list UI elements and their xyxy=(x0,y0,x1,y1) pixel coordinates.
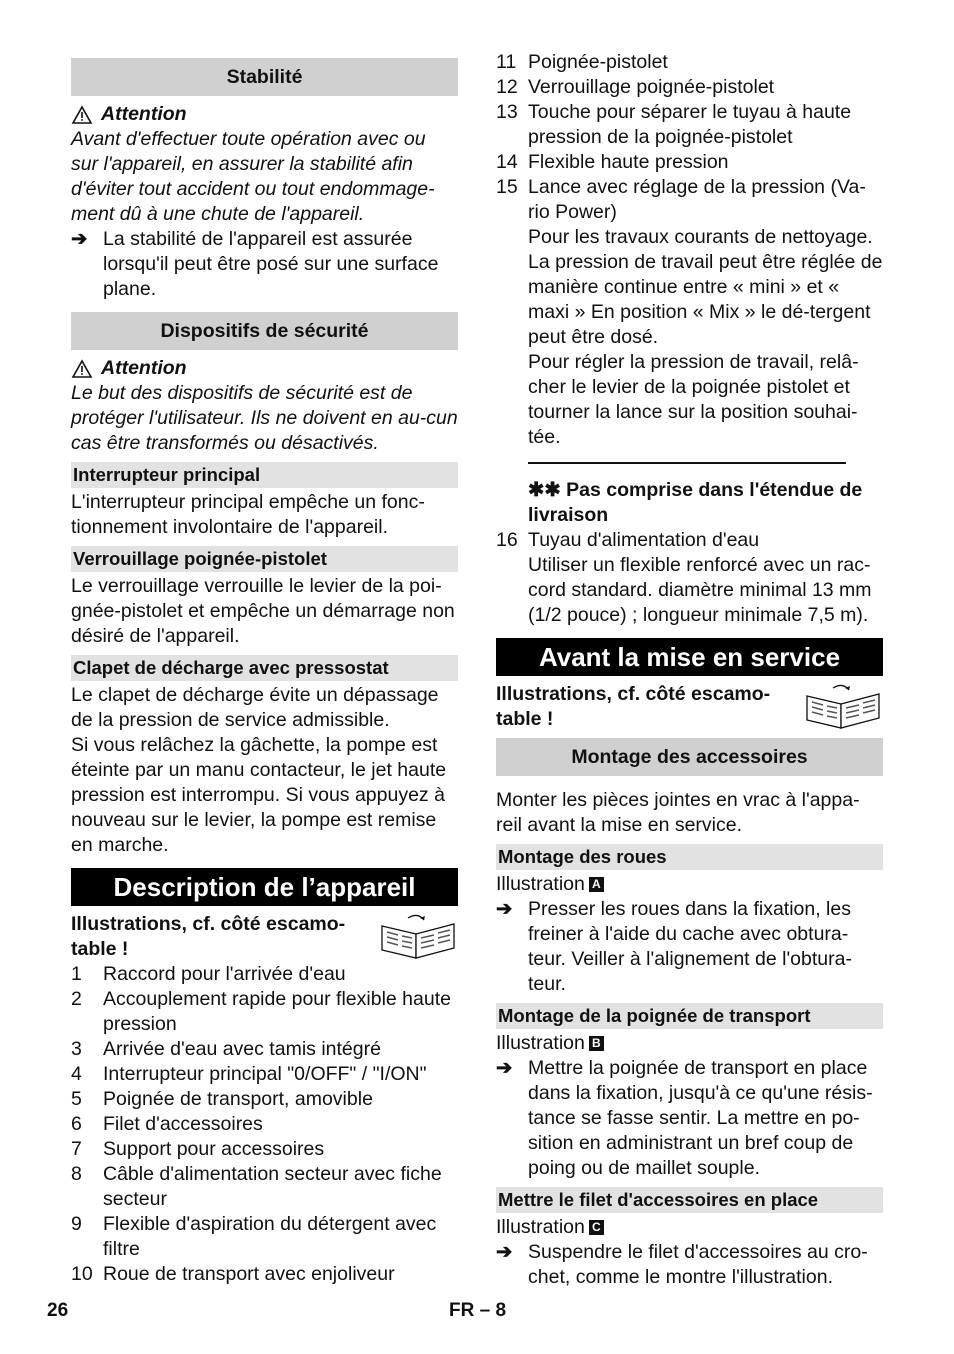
parts-list-continued xyxy=(496,50,883,225)
subheading-roues: Montage des roues xyxy=(496,844,883,870)
list-item: 9 Flexible d'aspiration du détergent avec filtre xyxy=(71,1213,437,1260)
list-item: 6 Filet d'accessoires xyxy=(71,1113,263,1135)
list-item: 4 Interrupteur principal "0/OFF" / "I/ON" xyxy=(71,1063,427,1085)
list-item: 5 Poignée de transport, amovible xyxy=(71,1088,373,1110)
subheading-verrouillage: Verrouillage poignée-pistolet xyxy=(71,546,458,572)
list-item: 10 Roue de transport avec enjoliveur xyxy=(71,1263,395,1285)
section-heading-montage: Montage des accessoires xyxy=(496,738,883,776)
instruction: ➔ Mettre la poignée de transport en place dans la fixation, jusqu'à ce qu'une résis-tance se fasse sentir. La mettre en po-sition en administrant un bref coup de poing ou de maillet souple. xyxy=(496,1057,873,1179)
illustration-ref: Illustration B xyxy=(496,1031,883,1056)
paragraph: Le clapet de décharge évite un dépassage de la pression de service admissible. xyxy=(71,684,439,731)
warning-triangle-icon xyxy=(71,105,93,125)
subheading-clapet: Clapet de décharge avec pressostat xyxy=(71,655,458,681)
subheading-interrupteur: Interrupteur principal xyxy=(71,462,458,488)
arrow-right-icon: ➔ xyxy=(496,1241,513,1263)
paragraph: Le verrouillage verrouille le levier de la poi-gnée-pistolet et empêche un démarrage non désiré de l'appareil. xyxy=(71,575,455,647)
section-heading-securite: Dispositifs de sécurité xyxy=(71,312,458,350)
chapter-title-avant: Avant la mise en service xyxy=(496,638,883,676)
list-item: 1 Raccord pour l'arrivée d'eau xyxy=(71,963,346,985)
illustration-ref: Illustration A xyxy=(496,872,883,897)
list-item: 16 Tuyau d'alimentation d'eau xyxy=(496,529,760,551)
list-item: 14 Flexible haute pression xyxy=(496,151,729,173)
list-item: 13 Touche pour séparer le tuyau à haute pression de la poignée-pistolet xyxy=(496,101,852,148)
parts-list xyxy=(71,962,458,1287)
paragraph: Utiliser un flexible renforcé avec un rac-cord standard. diamètre minimal 13 mm (1/2 pouce) ; longueur minimale 7,5 m). xyxy=(528,554,872,626)
letter-b-icon: B xyxy=(589,1036,604,1051)
section-page-label: FR – 8 xyxy=(449,1300,507,1321)
section-heading-stabilite: Stabilité xyxy=(71,58,458,96)
footnote: ✱✱ Pas comprise dans l'étendue de livraison xyxy=(528,479,863,526)
double-asterisk-icon: ✱✱ xyxy=(528,479,561,501)
instruction: ➔ Suspendre le filet d'accessoires au cro-chet, comme le montre l'illustration. xyxy=(496,1241,868,1288)
instruction: ➔ La stabilité de l'appareil est assurée lorsqu'il peut être posé sur une surface plane. xyxy=(71,228,439,300)
chapter-title-description: Description de l’appareil xyxy=(71,868,458,906)
page-number: 26 xyxy=(47,1300,69,1321)
paragraph: Si vous relâchez la gâchette, la pompe est éteinte par un manu contacteur, le jet haute pression est interrompu. Si vous appuyez à nouveau sur le levier, la pompe est remise en marche. xyxy=(71,734,447,856)
list-item: 3 Arrivée d'eau avec tamis intégré xyxy=(71,1038,381,1060)
list-item: 8 Câble d'alimentation secteur avec fiche secteur xyxy=(71,1163,442,1210)
attention-label: Attention xyxy=(71,356,458,381)
instruction: ➔ Presser les roues dans la fixation, les freiner à l'aide du cache avec obtura-teur. Veiller à l'alignement de l'obtura-teur. xyxy=(496,898,852,995)
left-column xyxy=(71,50,458,1287)
arrow-right-icon: ➔ xyxy=(496,1057,513,1079)
attention-label: Attention xyxy=(71,102,458,127)
illustration-ref: Illustration C xyxy=(496,1215,883,1240)
list-item: 12 Verrouillage poignée-pistolet xyxy=(496,76,775,98)
letter-c-icon: C xyxy=(589,1220,604,1235)
paragraph: Pour régler la pression de travail, relâ-cher le levier de la poignée pistolet et tourner la lance sur la position souhai-tée. xyxy=(528,351,859,448)
right-column xyxy=(496,50,883,1290)
list-item: 11 Poignée-pistolet xyxy=(496,51,668,73)
open-book-icon xyxy=(378,912,458,960)
divider xyxy=(528,462,846,464)
list-item: 15 Lance avec réglage de la pression (Va-rio Power) xyxy=(496,176,866,223)
warning-triangle-icon xyxy=(71,359,93,379)
arrow-right-icon: ➔ xyxy=(71,228,88,250)
warning-text: Avant d'effectuer toute opération avec ou sur l'appareil, en assurer la stabilité afin d'éviter tout accident ou tout endommage-ment dû à une chute de l'appareil. xyxy=(71,128,435,225)
illustration-note: Illustrations, cf. côté escamo-table ! xyxy=(71,912,458,962)
paragraph: Monter les pièces jointes en vrac à l'appa-reil avant la mise en service. xyxy=(496,789,860,836)
open-book-icon xyxy=(803,682,883,730)
illustration-note: Illustrations, cf. côté escamo-table ! xyxy=(496,682,883,732)
subheading-poignee: Montage de la poignée de transport xyxy=(496,1003,883,1029)
arrow-right-icon: ➔ xyxy=(496,898,513,920)
warning-text: Le but des dispositifs de sécurité est de protéger l'utilisateur. Ils ne doivent en au-cun cas être transformés ou désactivés. xyxy=(71,382,458,454)
subheading-filet: Mettre le filet d'accessoires en place xyxy=(496,1187,883,1213)
paragraph: L'interrupteur principal empêche un fonc-tionnement involontaire de l'appareil. xyxy=(71,491,425,538)
letter-a-icon: A xyxy=(589,877,604,892)
list-item: 7 Support pour accessoires xyxy=(71,1138,325,1160)
paragraph: Pour les travaux courants de nettoyage. La pression de travail peut être réglée de manière continue entre « mini » et « maxi » En position « Mix » le dé-tergent peut être dosé. xyxy=(528,226,883,348)
list-item: 2 Accouplement rapide pour flexible haute pression xyxy=(71,988,451,1035)
